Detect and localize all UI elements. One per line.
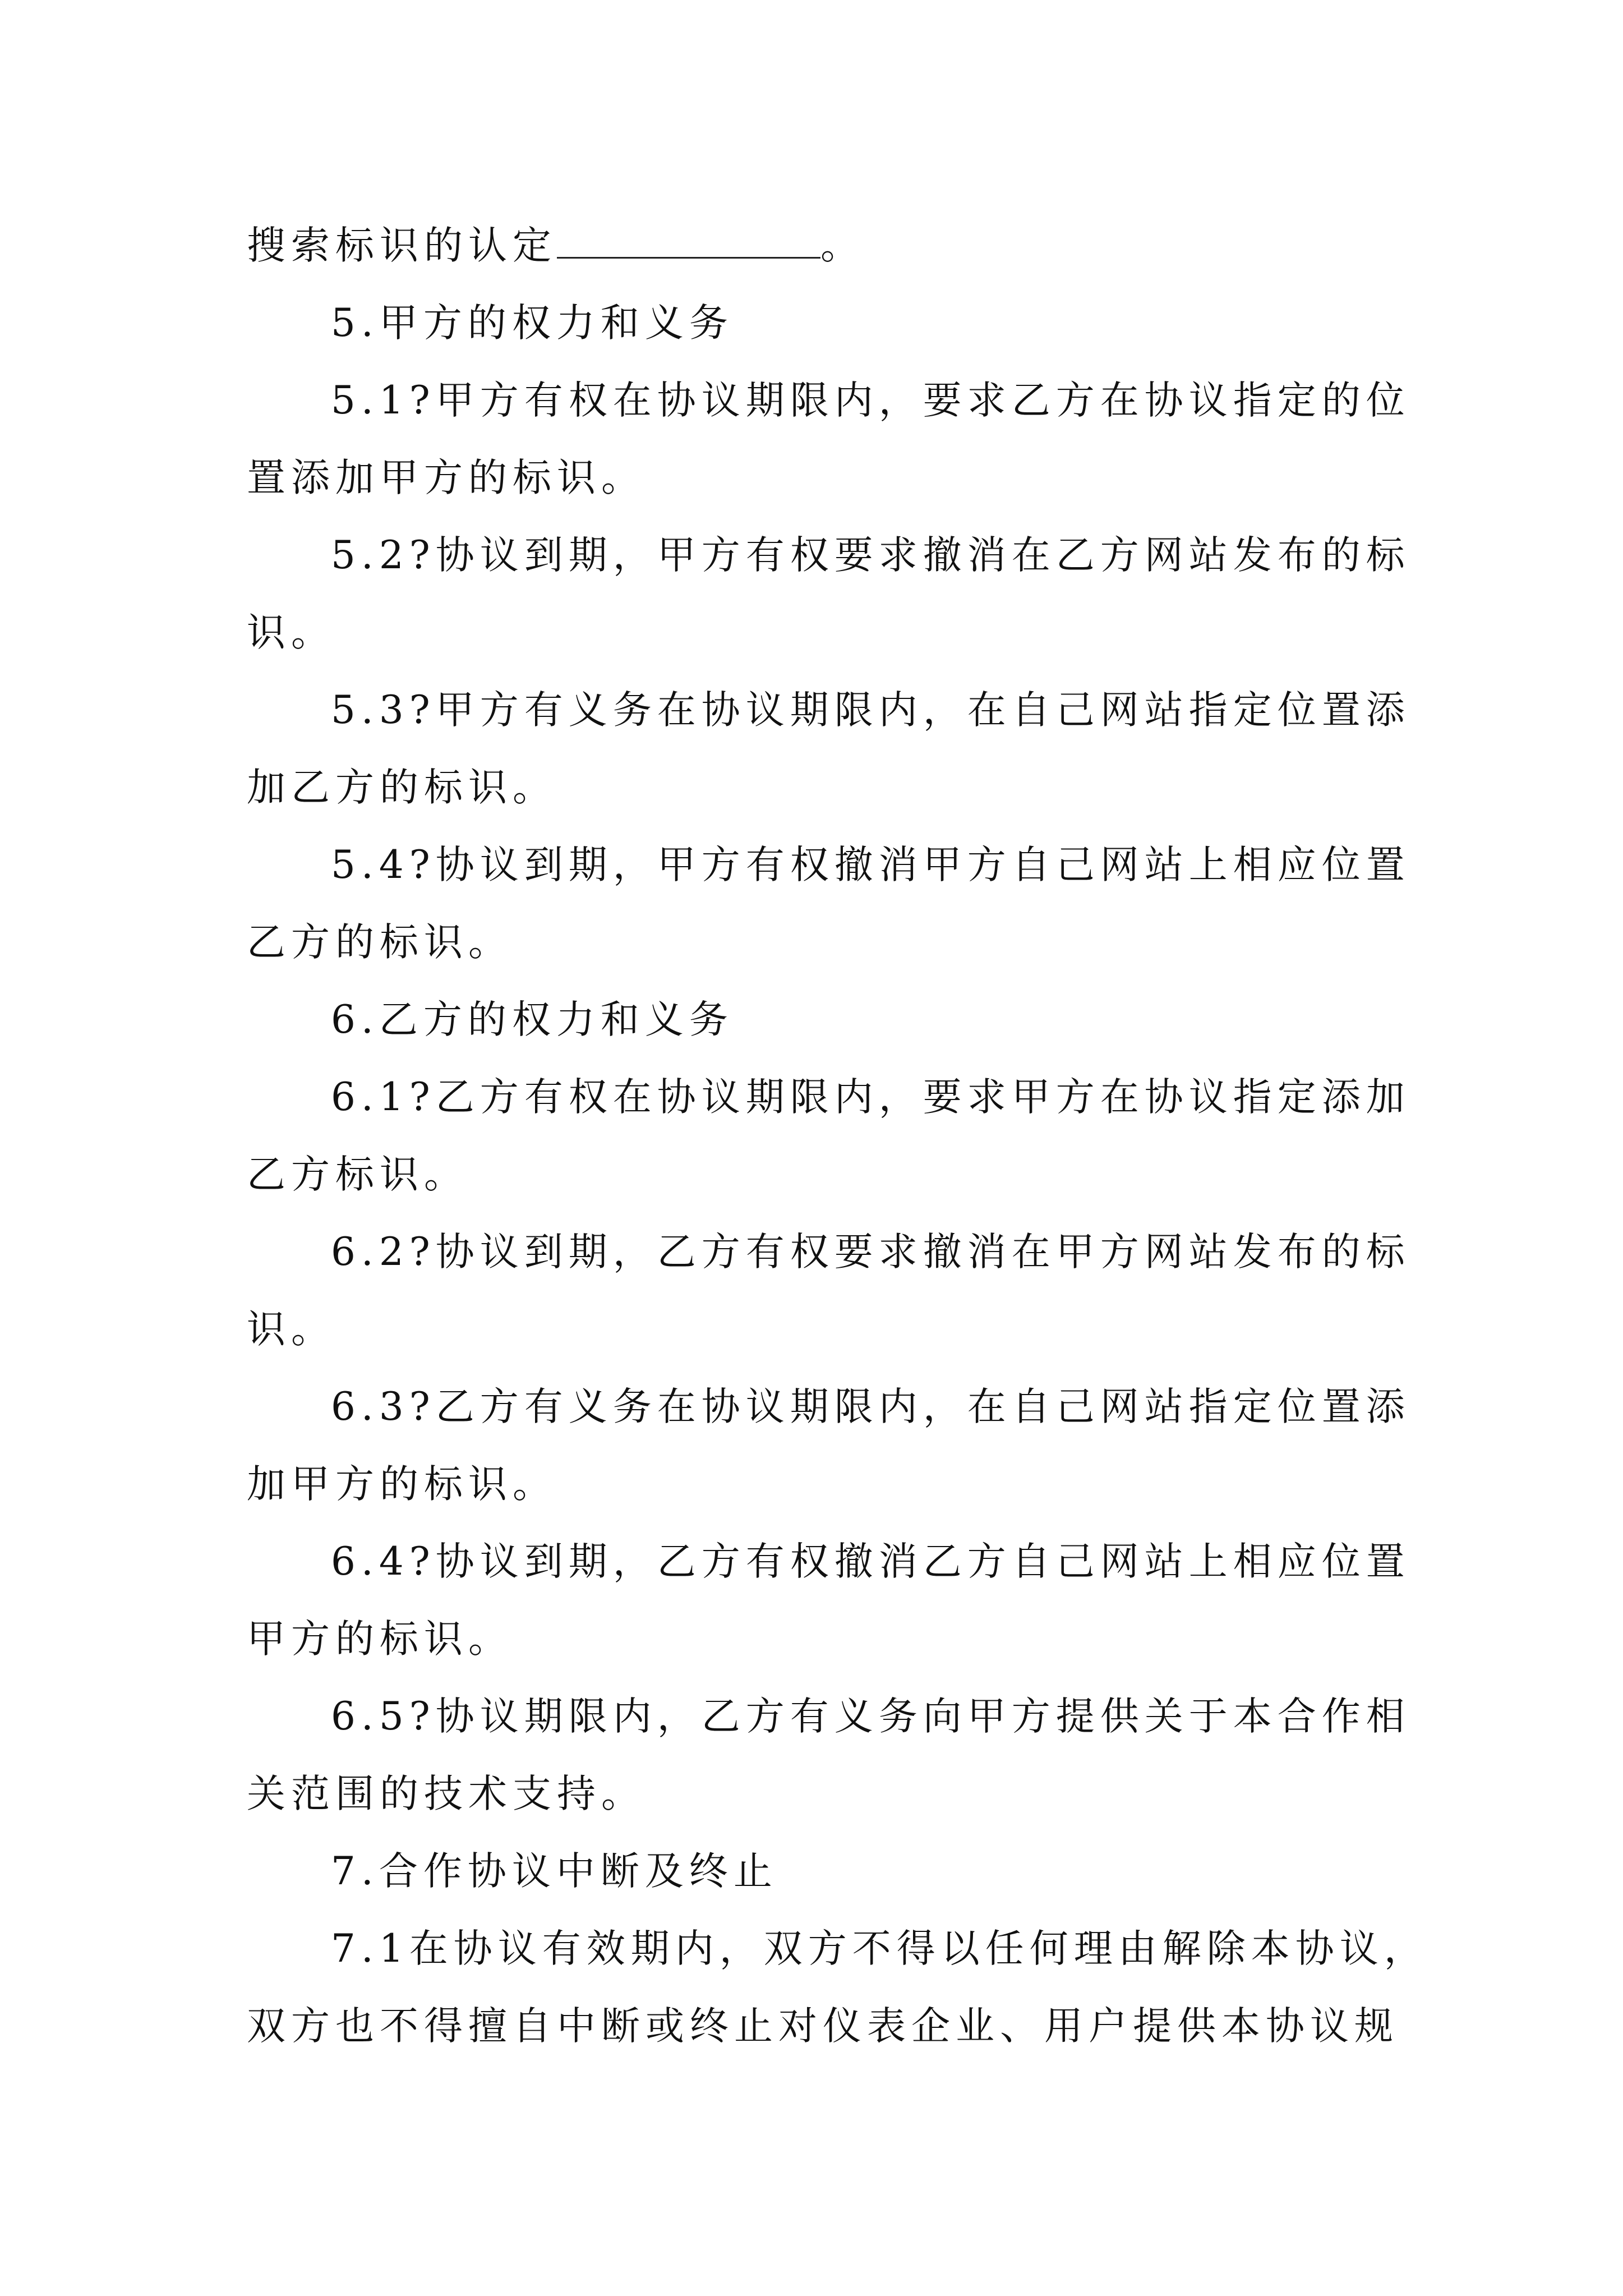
clause-line: 关范围的技术支持。 [247, 1772, 645, 1816]
fill-in-line [247, 209, 1396, 282]
clause-line: 双方也不得擅自中断或终止对仪表企业、用户提供本协议规 [247, 2004, 1399, 2049]
clause-line: 6.1?乙方有权在协议期限内，要求甲方在协议指定添加 [331, 1075, 1410, 1120]
clause-line: 5.4?协议到期，甲方有权撤消甲方自己网站上相应位置 [331, 843, 1410, 887]
clause-line: 6.3?乙方有义务在协议期限内，在自己网站指定位置添 [331, 1384, 1410, 1429]
clause-line: 置添加甲方的标识。 [247, 455, 645, 500]
clause-line: 6.4?协议到期，乙方有权撤消乙方自己网站上相应位置 [331, 1539, 1410, 1584]
clause-line: 6.5?协议期限内，乙方有义务向甲方提供关于本合作相 [331, 1694, 1410, 1739]
clause-line: 甲方的标识。 [247, 1617, 513, 1662]
clause-line: 5.1?甲方有权在协议期限内，要求乙方在协议指定的位 [331, 378, 1410, 423]
clause-line: 乙方标识。 [247, 1152, 468, 1197]
section-heading: 6.乙方的权力和义务 [331, 997, 734, 1042]
section-heading: 5.甲方的权力和义务 [331, 301, 734, 346]
clause-line: 5.2?协议到期，甲方有权要求撤消在乙方网站发布的标 [331, 533, 1410, 578]
fill-line-end: 。 [820, 223, 865, 268]
clause-line: 识。 [247, 1307, 335, 1352]
clause-line: 5.3?甲方有义务在协议期限内，在自己网站指定位置添 [331, 688, 1410, 733]
clause-line: 加乙方的标识。 [247, 765, 557, 810]
clause-line: 加甲方的标识。 [247, 1462, 557, 1507]
fill-line-text: 搜索标识的认定 [247, 223, 557, 268]
section-heading: 7.合作协议中断及终止 [331, 1849, 778, 1894]
blank-underline [557, 222, 820, 259]
clause-line: 6.2?协议到期，乙方有权要求撤消在甲方网站发布的标 [331, 1230, 1410, 1274]
clause-line: 识。 [247, 610, 335, 655]
clause-line: 7.1在协议有效期内，双方不得以任何理由解除本协议， [331, 1926, 1428, 1971]
clause-line: 乙方的标识。 [247, 920, 513, 965]
